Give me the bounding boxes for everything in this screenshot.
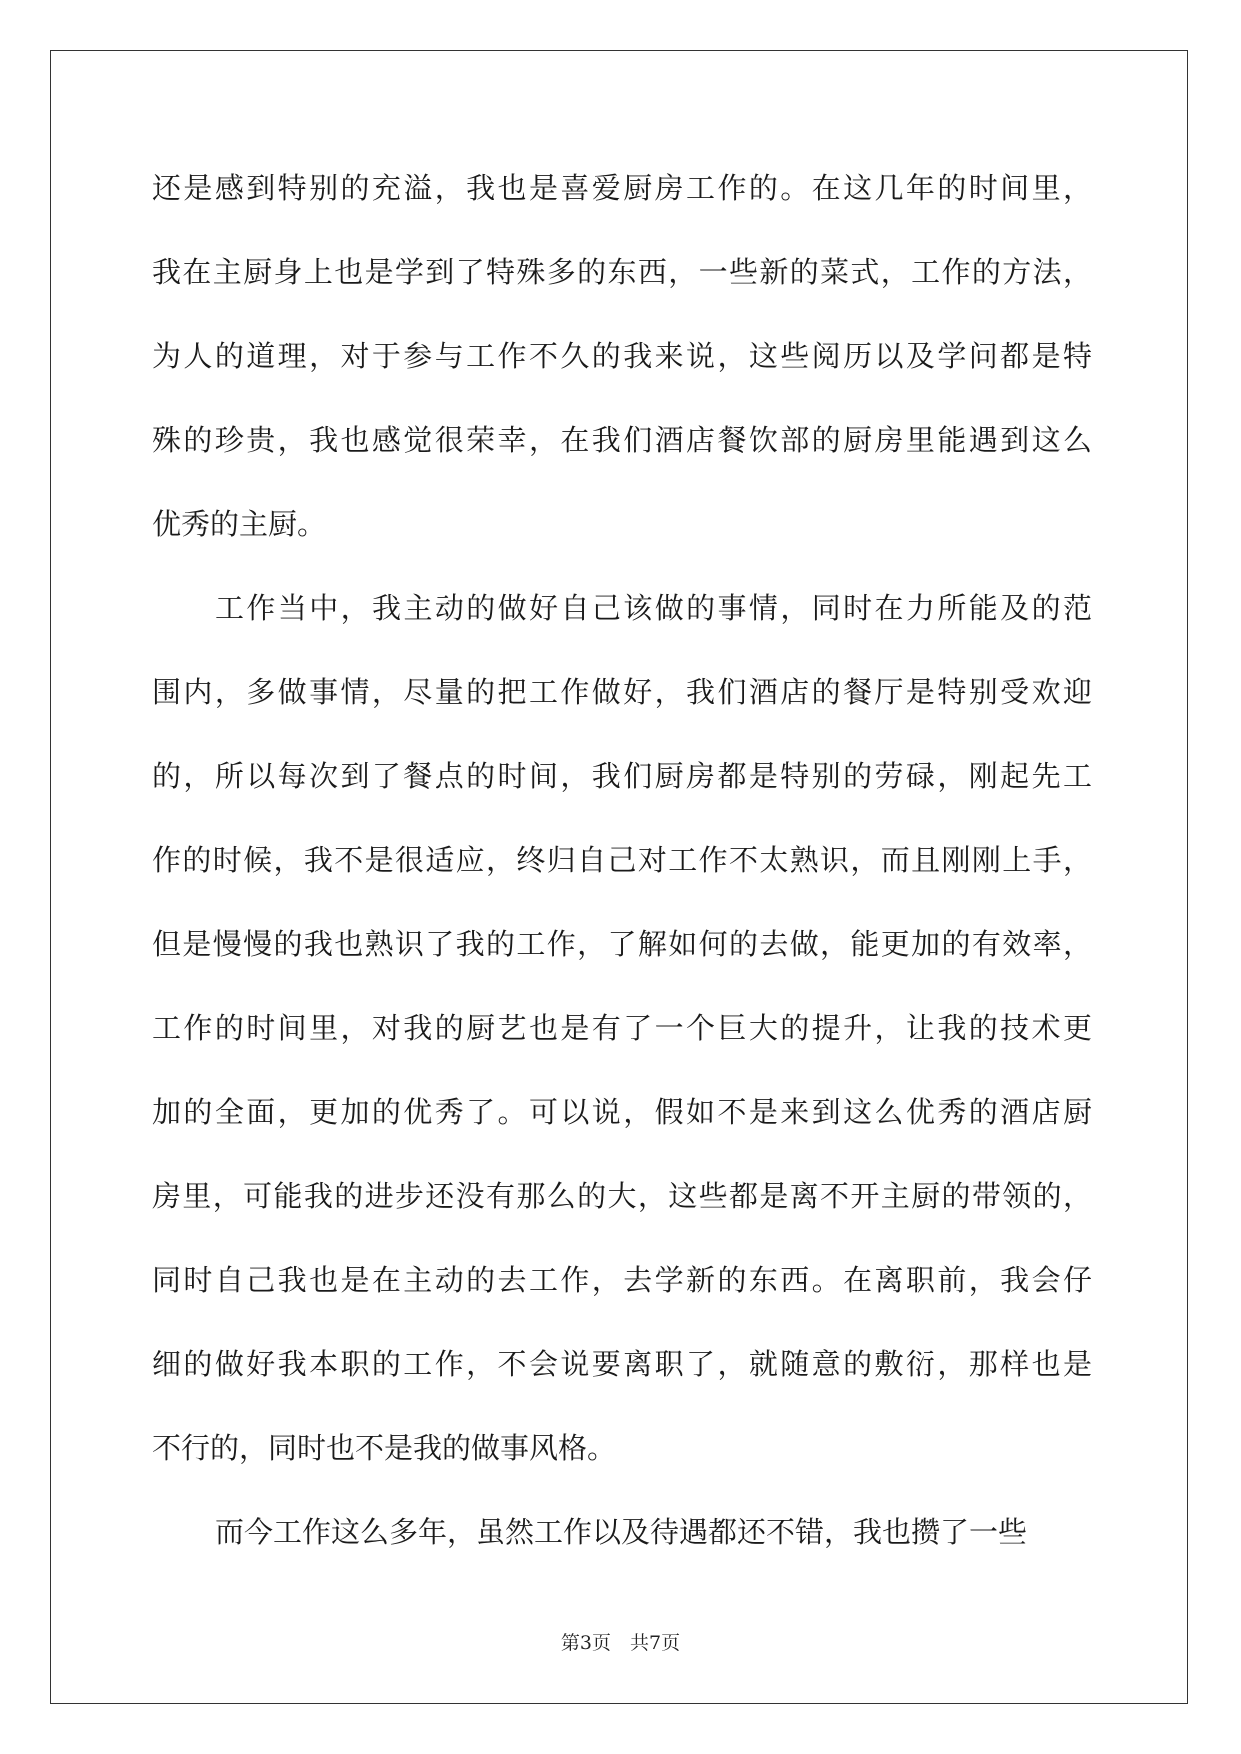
text-line: 围内，多做事情，尽量的把工作做好，我们酒店的餐厅是特别受欢迎: [152, 675, 1092, 709]
text-line: 但是慢慢的我也熟识了我的工作，了解如何的去做，能更加的有效率，: [152, 927, 1092, 961]
text-line: 殊的珍贵，我也感觉很荣幸，在我们酒店餐饮部的厨房里能遇到这么: [152, 423, 1092, 457]
text-line: 我在主厨身上也是学到了特殊多的东西，一些新的菜式，工作的方法，: [152, 255, 1092, 289]
text-line: 细的做好我本职的工作，不会说要离职了，就随意的敷衍，那样也是: [152, 1347, 1092, 1381]
page-number: 第3页 共7页: [560, 1632, 681, 1654]
text-line: 为人的道理，对于参与工作不久的我来说，这些阅历以及学问都是特: [152, 339, 1092, 373]
paragraph-first-line: 而今工作这么多年，虽然工作以及待遇都还不错，我也攒了一些: [215, 1515, 1028, 1549]
text-line: 优秀的主厨。: [152, 507, 327, 541]
text-line: 还是感到特别的充溢，我也是喜爱厨房工作的。在这几年的时间里，: [152, 171, 1092, 205]
text-line: 同时自己我也是在主动的去工作，去学新的东西。在离职前，我会仔: [152, 1263, 1092, 1297]
document-body: [152, 158, 1092, 1586]
text-line: 作的时候，我不是很适应，终归自己对工作不太熟识，而且刚刚上手，: [152, 843, 1092, 877]
text-line: 工作的时间里，对我的厨艺也是有了一个巨大的提升，让我的技术更: [152, 1011, 1092, 1045]
text-line: 房里，可能我的进步还没有那么的大，这些都是离不开主厨的带领的，: [152, 1179, 1092, 1213]
text-line: 不行的，同时也不是我的做事风格。: [152, 1431, 617, 1465]
text-line: 的，所以每次到了餐点的时间，我们厨房都是特别的劳碌，刚起先工: [152, 759, 1092, 793]
paragraph-first-line: 工作当中，我主动的做好自己该做的事情，同时在力所能及的范: [215, 591, 1092, 625]
text-line: 加的全面，更加的优秀了。可以说，假如不是来到这么优秀的酒店厨: [152, 1095, 1092, 1129]
